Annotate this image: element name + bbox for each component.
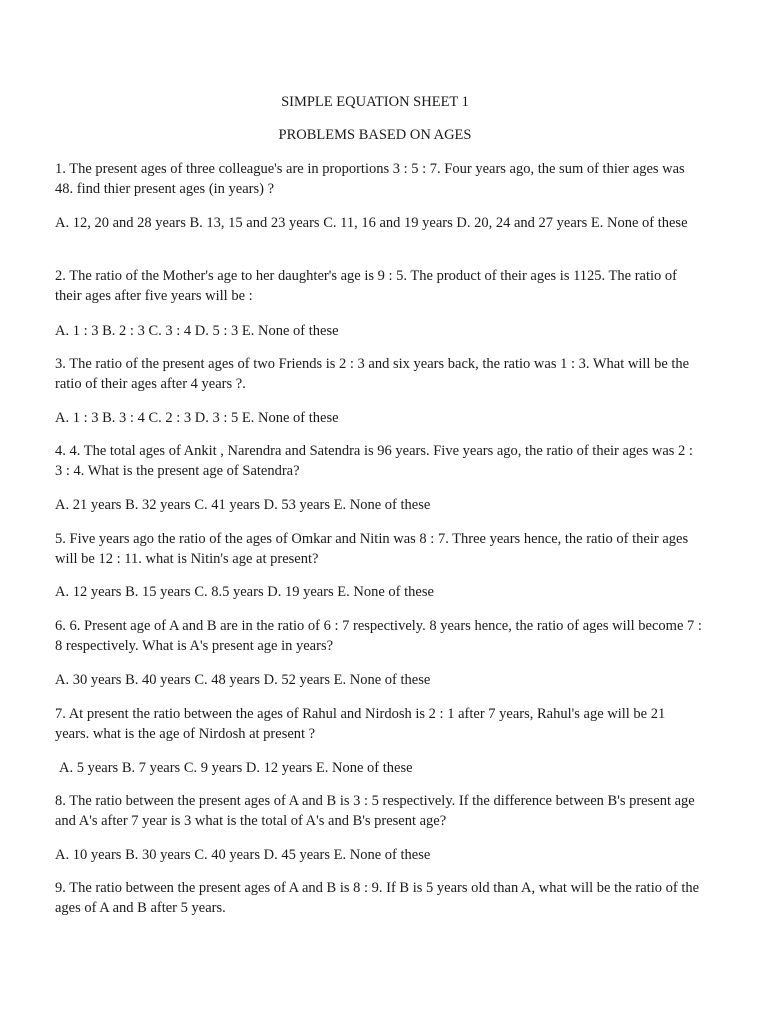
question-9: 9. The ratio between the present ages of A and B is 8 : 9. If B is 5 years old than A, what will be the ratio of the ages of A and B after 5 years. xyxy=(55,880,700,916)
options-1: A. 12, 20 and 28 years B. 13, 15 and 23 years C. 11, 16 and 19 years D. 20, 24 and 27 years E. None of these xyxy=(55,215,688,231)
question-6: 6. 6. Present age of A and B are in the ratio of 6 : 7 respectively. 8 years hence, the ratio of ages will become 7 : 8 respectively. What is A's present age in years? xyxy=(55,618,702,654)
options-3: A. 1 : 3 B. 3 : 4 C. 2 : 3 D. 3 : 5 E. None of these xyxy=(55,410,339,426)
sheet-subtitle: PROBLEMS BASED ON AGES xyxy=(278,127,472,143)
question-4: 4. 4. The total ages of Ankit , Narendra and Satendra is 96 years. Five years ago, the ratio of their ages was 2 : 3 : 4. What is the present age of Satendra? xyxy=(55,443,693,479)
options-5: A. 12 years B. 15 years C. 8.5 years D. 19 years E. None of these xyxy=(55,584,434,600)
options-7: A. 5 years B. 7 years C. 9 years D. 12 years E. None of these xyxy=(59,760,413,776)
question-5: 5. Five years ago the ratio of the ages of Omkar and Nitin was 8 : 7. Three years hence, the ratio of their ages will be 12 : 11. what is Nitin's age at present? xyxy=(55,531,689,567)
sheet-title: SIMPLE EQUATION SHEET 1 xyxy=(281,94,469,110)
question-7: 7. At present the ratio between the ages of Rahul and Nirdosh is 2 : 1 after 7 years, Rahul's age will be 21 years. what is the age of Nirdosh at present ? xyxy=(55,706,666,742)
options-2: A. 1 : 3 B. 2 : 3 C. 3 : 4 D. 5 : 3 E. None of these xyxy=(55,323,339,339)
question-1: 1. The present ages of three colleague's are in proportions 3 : 5 : 7. Four years ago, the sum of thier ages was 48. find thier present ages (in years) ? xyxy=(55,161,685,197)
question-2: 2. The ratio of the Mother's age to her daughter's age is 9 : 5. The product of their ages is 1125. The ratio of their ages after five years will be : xyxy=(55,268,677,304)
options-8: A. 10 years B. 30 years C. 40 years D. 45 years E. None of these xyxy=(55,847,431,863)
options-6: A. 30 years B. 40 years C. 48 years D. 52 years E. None of these xyxy=(55,672,431,688)
options-4: A. 21 years B. 32 years C. 41 years D. 53 years E. None of these xyxy=(55,497,431,513)
question-3: 3. The ratio of the present ages of two Friends is 2 : 3 and six years back, the ratio was 1 : 3. What will be the ratio of their ages after 4 years ?. xyxy=(55,356,690,392)
question-8: 8. The ratio between the present ages of A and B is 3 : 5 respectively. If the difference between B's present age and A's after 7 year is 3 what is the total of A's and B's present age? xyxy=(55,793,695,829)
